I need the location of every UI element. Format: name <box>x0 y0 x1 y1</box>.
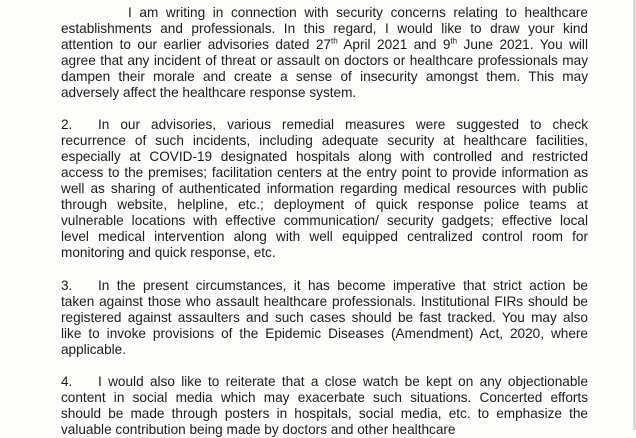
text-line: dampen their morale and create a sense of insecurity amongst them. This may <box>61 69 588 84</box>
text-line: vulnerable locations with effective communication/ security gadgets; effective local <box>61 213 588 228</box>
text-line: valuable contribution being made by doctors and other healthcare <box>61 422 456 437</box>
text-line: registered against assaulters and such cases should be fast tracked. You may also <box>61 310 588 325</box>
text-line: I am writing in connection with security concerns relating to healthcare <box>128 5 588 20</box>
text-line: content in social media which may exacerbate such situations. Concerted efforts <box>61 390 588 405</box>
text-line: In our advisories, various remedial measures were suggested to check <box>98 117 588 132</box>
text-line: recurrence of such incidents, including adequate security at healthcare facilities, <box>61 133 588 148</box>
text-line: taken against those who assault healthcare professionals. Institutional FIRs should be <box>61 294 588 309</box>
text-line: through website, helpline, etc.; deployment of quick response police teams at <box>61 197 588 212</box>
text-line: applicable. <box>61 342 126 357</box>
text-line: like to invoke provisions of the Epidemic Diseases (Amendment) Act, 2020, where <box>61 326 588 341</box>
text-line: especially at COVID-19 designated hospitals along with controlled and restricted <box>61 149 588 164</box>
text-line: access to the premises; facilitation centers at the entry point to provide information as <box>61 165 588 180</box>
text-line: attention to our earlier advisories dated 27th April 2021 and 9th June 2021. You will <box>61 36 588 52</box>
paragraph-number: 2. <box>61 117 73 132</box>
text-line: In the present circumstances, it has become imperative that strict action be <box>98 278 588 293</box>
paragraph-number: 3. <box>61 278 73 293</box>
text-line: establishments and professionals. In this regard, I would like to draw your kind <box>61 21 588 36</box>
text-line: should be made through posters in hospitals, social media, etc. to emphasize the <box>61 406 588 421</box>
paragraph-number: 4. <box>61 374 73 389</box>
text-line: agree that any incident of threat or assault on doctors or healthcare professionals may <box>61 53 588 68</box>
text-line: I would also like to reiterate that a close watch be kept on any objectionable <box>98 374 588 389</box>
text-line: level medical intervention along with well equipped centralized control room for <box>61 229 588 244</box>
text-line: adversely affect the healthcare response system. <box>61 85 357 100</box>
text-line: well as sharing of authenticated information regarding medical resources with public <box>61 181 588 196</box>
text-line: monitoring and quick response, etc. <box>61 245 276 260</box>
